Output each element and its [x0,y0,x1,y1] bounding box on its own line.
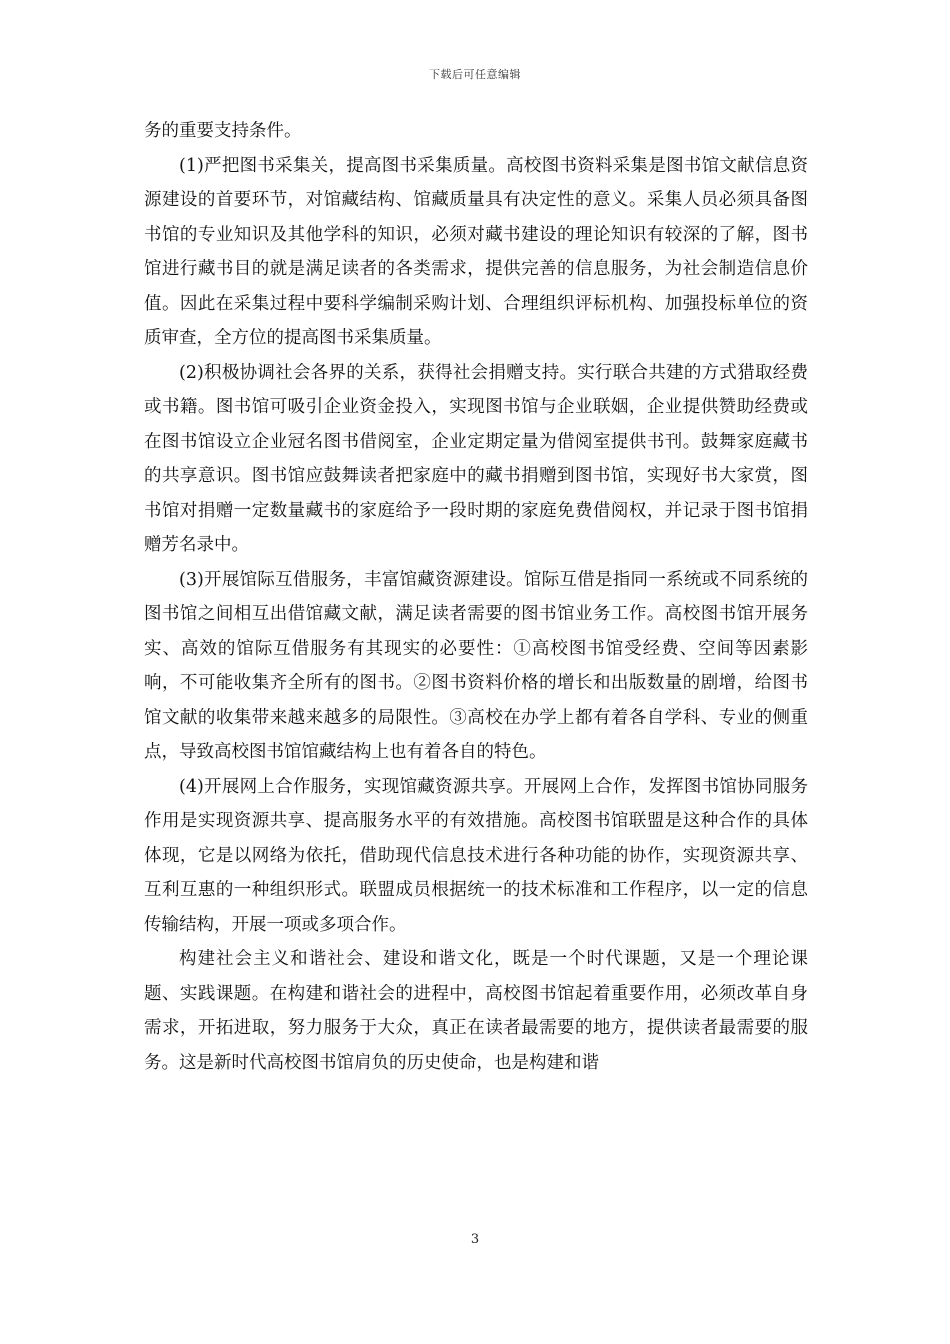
paragraph-continuation: 务的重要支持条件。 [144,121,302,141]
paragraph-item-1: (1)严把图书采集关，提高图书采集质量。高校图书资料采集是图书馆文献信息资源建设的首要环节，对馆藏结构、馆藏质量具有决定性的意义。采集人员必须具备图书馆的专业知识及其他学科的知识，必须对藏书建设的理论知识有较深的了解，图书馆进行藏书目的就是满足读者的各类需求，提供完善的信息服务，为社会制造信息价值。因此在采集过程中要科学编制采购计划、合理组织评标机构、加强投标单位的资质审查，全方位的提高图书采集质量。 [144,155,808,348]
page-header: 下载后可任意编辑 [429,68,521,81]
paragraph-conclusion: 构建社会主义和谐社会、建设和谐文化，既是一个时代课题，又是一个理论课题、实践课题。在构建和谐社会的进程中，高校图书馆起着重要作用，必须改革自身需求，开拓进取，努力服务于大众，真正在读者最需要的地方，提供读者最需要的服务。这是新时代高校图书馆肩负的历史使命，也是构建和谐 [144,949,808,1073]
paragraph-item-3: (3)开展馆际互借服务，丰富馆藏资源建设。馆际互借是指同一系统或不同系统的图书馆之间相互出借馆藏文献，满足读者需要的图书馆业务工作。高校图书馆开展务实、高效的馆际互借服务有其现实的必要性：①高校图书馆受经费、空间等因素影响，不可能收集齐全所有的图书。②图书资料价格的增长和出版数量的剧增，给图书馆文献的收集带来越来越多的局限性。③高校在办学上都有着各自学科、专业的侧重点，导致高校图书馆馆藏结构上也有着各自的特色。 [144,569,808,762]
document-body [144,114,808,1080]
paragraph-item-4: (4)开展网上合作服务，实现馆藏资源共享。开展网上合作，发挥图书馆协同服务作用是实现资源共享、提高服务水平的有效措施。高校图书馆联盟是这种合作的具体体现，它是以网络为依托，借助现代信息技术进行各种功能的协作，实现资源共享、互利互惠的一种组织形式。联盟成员根据统一的技术标准和工作程序，以一定的信息传输结构，开展一项或多项合作。 [144,776,808,935]
page-number: 3 [470,1232,480,1247]
paragraph-item-2: (2)积极协调社会各界的关系，获得社会捐赠支持。实行联合共建的方式猎取经费或书籍。图书馆可吸引企业资金投入，实现图书馆与企业联姻，企业提供赞助经费或在图书馆设立企业冠名图书借阅室，企业定期定量为借阅室提供书刊。鼓舞家庭藏书的共享意识。图书馆应鼓舞读者把家庭中的藏书捐赠到图书馆，实现好书大家赏，图书馆对捐赠一定数量藏书的家庭给予一段时期的家庭免费借阅权，并记录于图书馆捐赠芳名录中。 [144,362,808,555]
